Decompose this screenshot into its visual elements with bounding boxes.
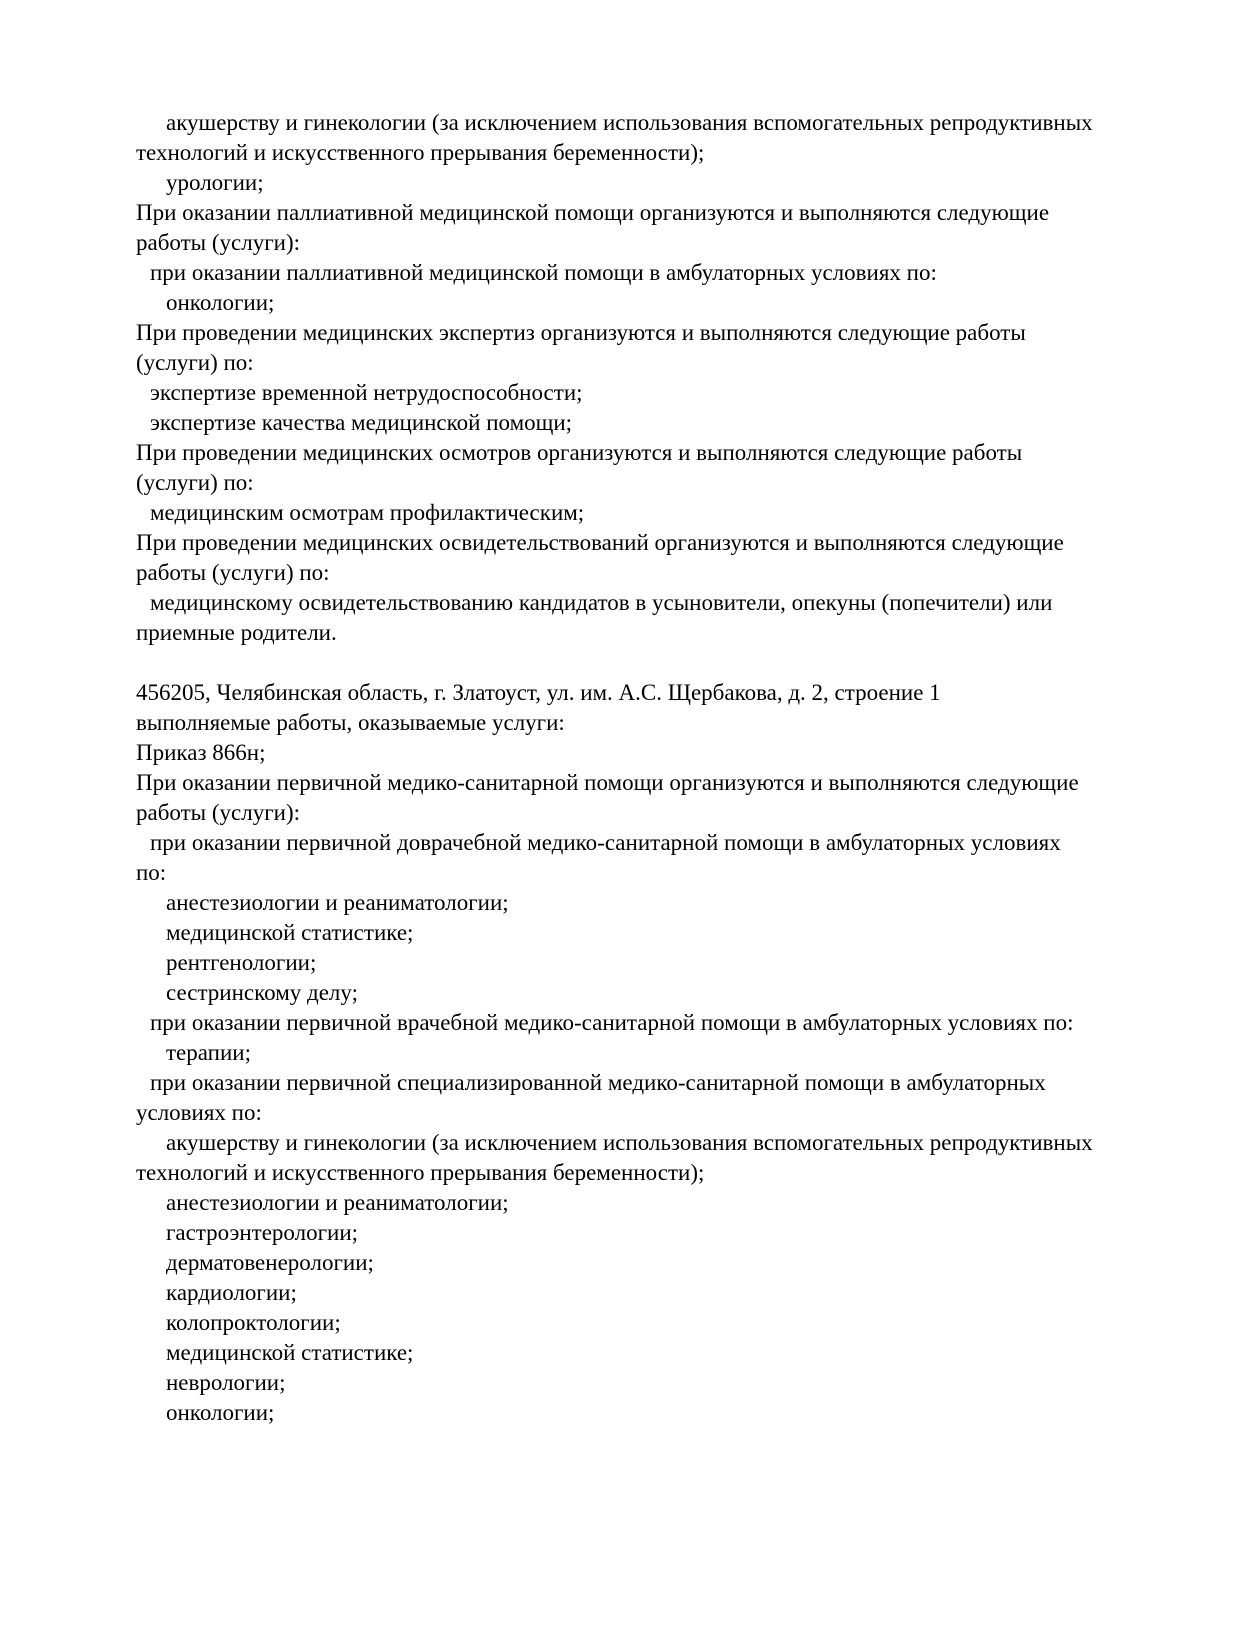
document-line: медицинскому освидетельствованию кандидатов в усыновители, опекуны (попечители) или [150, 590, 1053, 615]
document-line: неврологии; [166, 1370, 286, 1395]
document-line: выполняемые работы, оказываемые услуги: [136, 710, 565, 735]
document-text [136, 108, 1196, 1428]
document-line: работы (услуги): [136, 800, 300, 825]
document-line: экспертизе качества медицинской помощи; [150, 410, 573, 435]
document-line: приемные родители. [136, 620, 337, 645]
document-line: медицинской статистике; [166, 920, 414, 945]
document-line: по: [136, 860, 167, 885]
document-line: онкологии; [166, 290, 275, 315]
document-line: экспертизе временной нетрудоспособности; [150, 380, 583, 405]
document-line: работы (услуги) по: [136, 560, 330, 585]
document-line: при оказании первичной доврачебной медико-санитарной помощи в амбулаторных условиях [150, 830, 1061, 855]
document-line: (услуги) по: [136, 350, 254, 375]
document-line: при оказании первичной врачебной медико-санитарной помощи в амбулаторных условиях по: [150, 1010, 1074, 1035]
document-line: При проведении медицинских освидетельствований организуются и выполняются следующие [136, 530, 1064, 555]
document-line: рентгенологии; [166, 950, 317, 975]
document-line: медицинской статистике; [166, 1340, 414, 1365]
document-line: сестринскому делу; [166, 980, 358, 1005]
document-line: работы (услуги): [136, 230, 300, 255]
document-line: медицинским осмотрам профилактическим; [150, 500, 585, 525]
document-line: кардиологии; [166, 1280, 297, 1305]
document-line: анестезиологии и реаниматологии; [166, 890, 509, 915]
document-line: При проведении медицинских осмотров организуются и выполняются следующие работы [136, 440, 1023, 465]
document-line: (услуги) по: [136, 470, 254, 495]
document-line: При оказании первичной медико-санитарной помощи организуются и выполняются следующие [136, 770, 1079, 795]
document-line: акушерству и гинекологии (за исключением использования вспомогательных репродуктивных [166, 1130, 1093, 1155]
document-line: терапии; [166, 1040, 251, 1065]
document-line: При оказании паллиативной медицинской помощи организуются и выполняются следующие [136, 200, 1050, 225]
document-line: урологии; [166, 170, 264, 195]
document-line: онкологии; [166, 1400, 275, 1425]
document-line: дерматовенерологии; [166, 1250, 374, 1275]
document-line: акушерству и гинекологии (за исключением использования вспомогательных репродуктивных [166, 110, 1093, 135]
document-line: колопроктологии; [166, 1310, 341, 1335]
document-line: При проведении медицинских экспертиз организуются и выполняются следующие работы [136, 320, 1026, 345]
document-line: гастроэнтерологии; [166, 1220, 359, 1245]
document-line: технологий и искусственного прерывания беременности); [136, 140, 705, 165]
document-line: анестезиологии и реаниматологии; [166, 1190, 509, 1215]
blank-line [136, 648, 1196, 678]
document-line: при оказании паллиативной медицинской помощи в амбулаторных условиях по: [150, 260, 937, 285]
document-line: при оказании первичной специализированной медико-санитарной помощи в амбулаторных [150, 1070, 1046, 1095]
document-line: условиях по: [136, 1100, 262, 1125]
document-line: технологий и искусственного прерывания беременности); [136, 1160, 705, 1185]
document-line: 456205, Челябинская область, г. Златоуст, ул. им. А.С. Щербакова, д. 2, строение 1 [136, 680, 941, 705]
document-line: Приказ 866н; [136, 740, 266, 765]
